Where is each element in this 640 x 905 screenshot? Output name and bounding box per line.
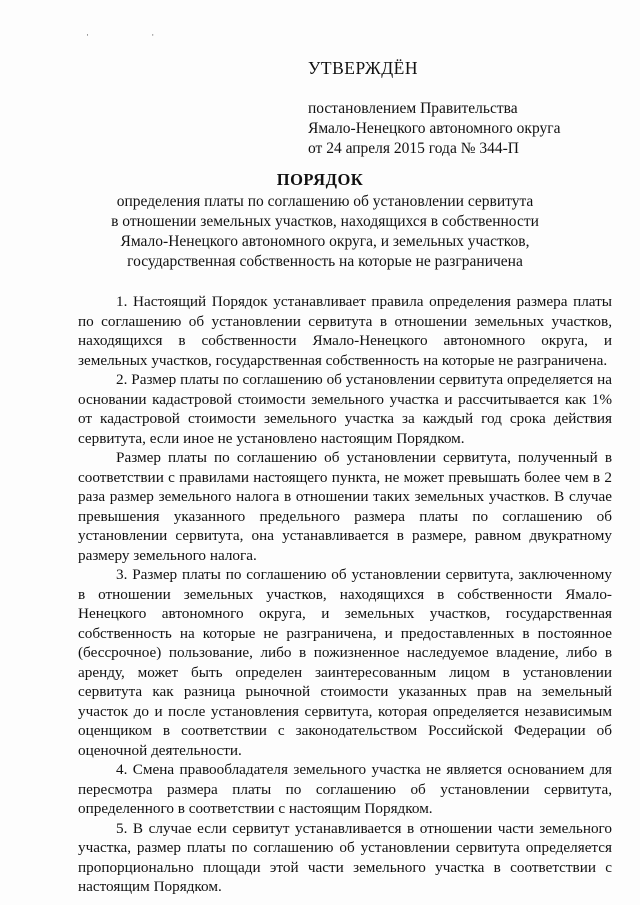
approval-line: Ямало-Ненецкого автономного округа xyxy=(308,120,561,137)
approval-line: от 24 апреля 2015 года № 344-П xyxy=(308,140,519,157)
subtitle-line: в отношении земельных участков, находящихся в собственности xyxy=(111,213,539,230)
paragraph-1: 1. Настоящий Порядок устанавливает правила определения размера платы по соглашению об установлении сервитута в отношении земельных участков, находящихся в собственности Ямало-Ненецкого автономного округа, и земельных участков, государственная собственность на которые не разграничена. xyxy=(78,293,612,369)
paragraph-2-continued: Размер платы по соглашению об установлении сервитута, полученный в соответствии с правилами настоящего пункта, не может превышать более чем в 2 раза размер земельного налога в отношении таких земельных участков. В случае превышения указанного предельного размера платы по соглашению об установлении сервитута, она устанавливается в размере, равном двукратному размеру земельного налога. xyxy=(78,449,612,564)
paragraph-5: 5. В случае если сервитут устанавливается в отношении части земельного участка, размер платы по соглашению об установлении сервитута определяется пропорционально площади этой части земельного участка в соответствии с настоящим Порядком. xyxy=(78,819,612,895)
paragraph-4: 4. Смена правообладателя земельного участка не является основанием для пересмотра размера платы по соглашению об установлении сервитута, определенного в соответствии с настоящим Порядком. xyxy=(78,761,612,817)
document-body xyxy=(78,292,612,897)
approval-line: постановлением Правительства xyxy=(308,100,518,117)
document-subtitle xyxy=(60,192,590,272)
document-title: ПОРЯДОК xyxy=(276,170,364,189)
approval-heading: УТВЕРЖДЁН xyxy=(308,58,419,78)
scan-specks: · · xyxy=(86,30,185,40)
paragraph-3: 3. Размер платы по соглашению об установлении сервитута, заключенному в отношении земельных участков, находящихся в собственности Ямало-Ненецкого автономного округа, и земельных участков, государственная собственность на которые не разграничена, и предоставленных в постоянное (бессрочное) пользование, либо в пожизненное наследуемое владение, либо в аренду, может быть определен заинтересованным лицом в установлении сервитута как разница рыночной стоимости указанных прав на земельный участок до и после установления сервитута, которая определяется независимым оценщиком в соответствии с законодательством Российской Федерации об оценочной деятельности. xyxy=(78,566,612,759)
subtitle-line: государственная собственность на которые не разграничена xyxy=(127,253,523,270)
paragraph-2: 2. Размер платы по соглашению об установлении сервитута определяется на основании кадастровой стоимости земельного участка и рассчитывается как 1% от кадастровой стоимости земельного участка за каждый год срока действия сервитута, если иное не установлено настоящим Порядком. xyxy=(78,371,612,447)
approval-block xyxy=(308,58,618,159)
subtitle-line: Ямало-Ненецкого автономного округа, и земельных участков, xyxy=(120,233,530,250)
subtitle-line: определения платы по соглашению об установлении сервитута xyxy=(116,193,534,210)
